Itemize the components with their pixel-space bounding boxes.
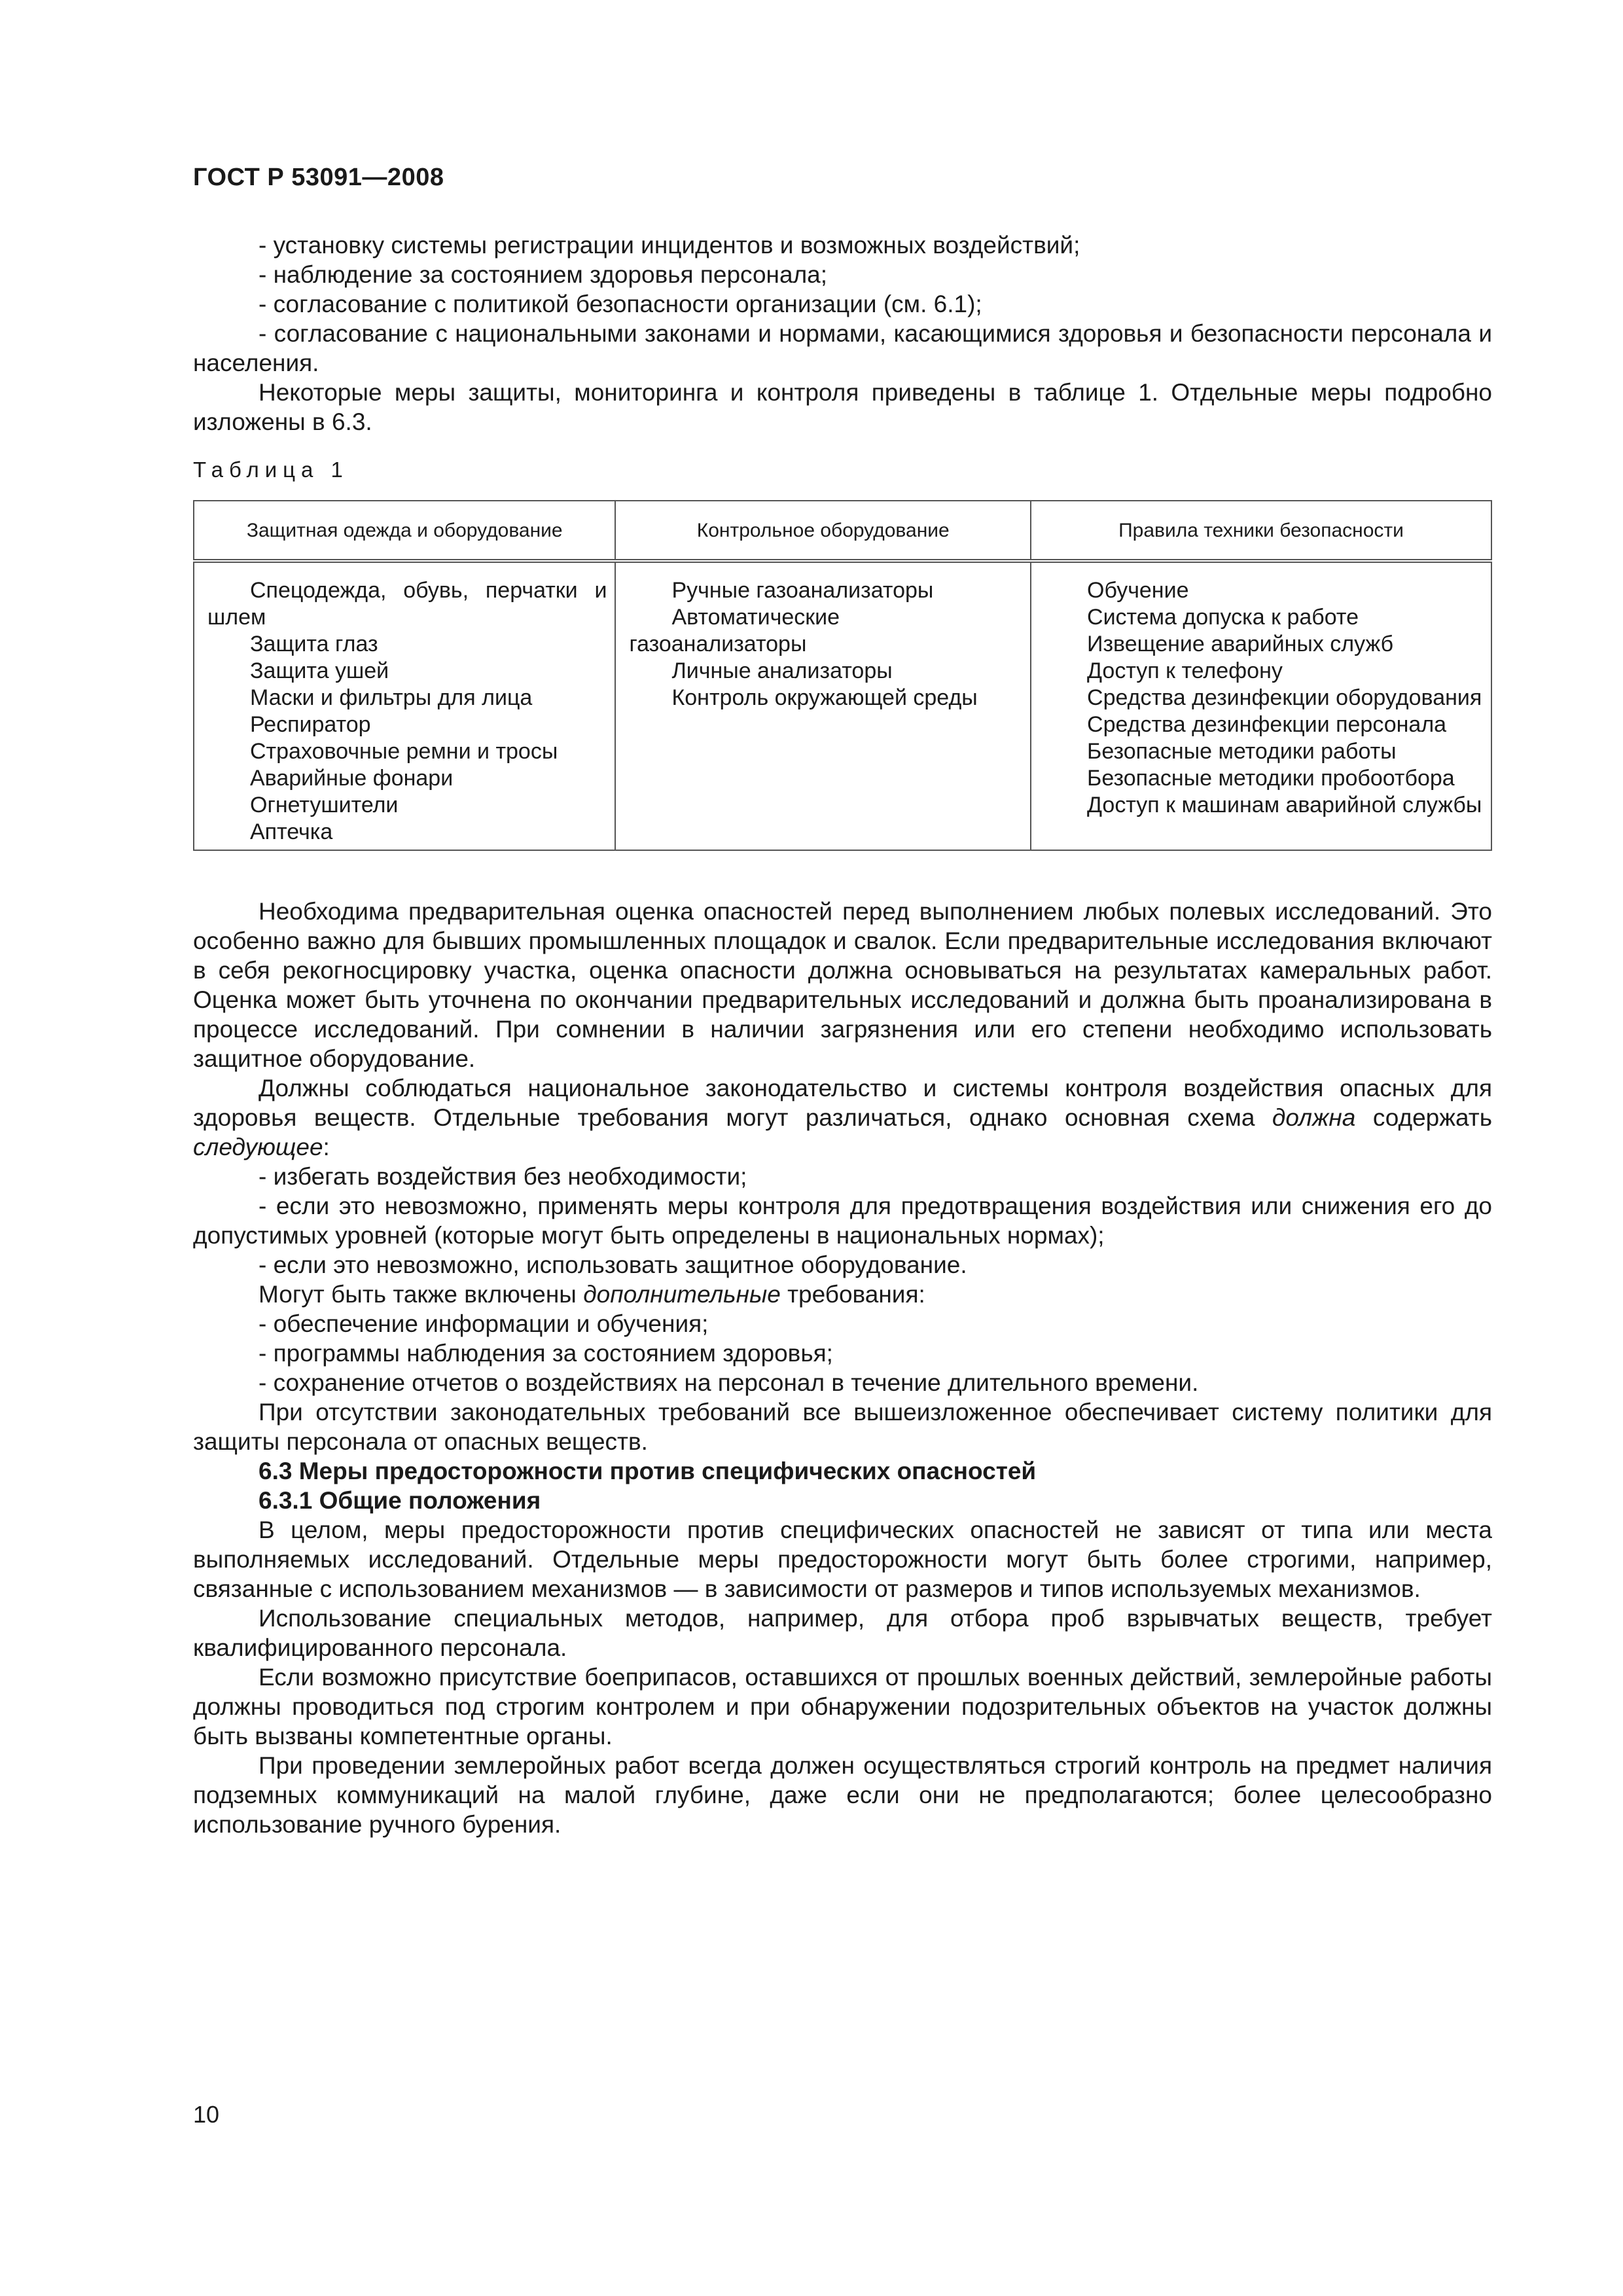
column-header-protective: Защитная одежда и оборудование (194, 501, 615, 561)
column-header-control: Контрольное оборудование (615, 501, 1031, 561)
table-cell-item: Страховочные ремни и тросы (250, 739, 558, 764)
intro-list-item: - установку системы регистрации инцидентов и возможных воздействий; (259, 232, 1080, 259)
table-cell-item: Личные анализаторы (671, 658, 893, 683)
table-row (194, 561, 1491, 850)
column-header-safety-rules: Правила техники безопасности (1031, 501, 1491, 561)
intro-list-item: - наблюдение за состоянием здоровья персонала; (259, 261, 828, 288)
table-cell-item: Средства дезинфекции персонала (1087, 712, 1447, 737)
table-cell-item: Защита глаз (250, 632, 378, 656)
table-cell-item: Аварийные фонари (250, 766, 454, 791)
text-span: : (323, 1134, 330, 1160)
body-paragraph: При проведении землеройных работ всегда должен осуществляться строгий контроль на предмет наличия подземных коммуникаций на малой глубине, даже если они не предполагаются; более целесообразно использование ручного бурения. (193, 1752, 1492, 1838)
list-item: - избегать воздействия без необходимости; (259, 1163, 747, 1190)
list-item: - если это невозможно, использовать защитное оборудование. (259, 1251, 967, 1278)
safety-measures-table (193, 500, 1492, 851)
document-header: ГОСТ Р 53091—2008 (193, 164, 444, 191)
table-cell-item: Безопасные методики пробоотбора (1087, 766, 1455, 791)
list-item: - обеспечение информации и обучения; (259, 1310, 709, 1337)
text-span: требования: (780, 1281, 925, 1308)
table-caption: Таблица 1 (193, 457, 349, 482)
emphasis-text: должна (1272, 1104, 1356, 1131)
body-paragraph: Использование специальных методов, например, для отбора проб взрывчатых веществ, требует квалифицированного персонала. (193, 1605, 1492, 1661)
table-cell-item: Доступ к телефону (1087, 658, 1283, 683)
text-span: содержать (1355, 1104, 1492, 1131)
emphasis-text: дополнительные (583, 1281, 781, 1308)
table-cell-item: Система допуска к работе (1087, 605, 1359, 630)
subsection-heading: 6.3.1 Общие положения (259, 1487, 541, 1514)
section-heading: 6.3 Меры предосторожности против специфических опасностей (259, 1458, 1037, 1484)
safety-rules-cell (1031, 561, 1491, 850)
page-content (193, 230, 1492, 1839)
body-paragraph (193, 1073, 1492, 1162)
protective-equipment-cell (194, 561, 615, 850)
list-item: - программы наблюдения за состоянием здоровья; (259, 1340, 833, 1367)
control-equipment-cell (615, 561, 1031, 850)
table-cell-item: Обучение (1087, 578, 1189, 603)
table-header-row (194, 501, 1491, 561)
list-item: - если это невозможно, применять меры контроля для предотвращения воздействия или снижения его до допустимых уровней (которые могут быть определены в национальных нормах); (193, 1193, 1492, 1249)
intro-list-item: - согласование с политикой безопасности организации (см. 6.1); (259, 291, 982, 317)
table-cell-item: Извещение аварийных служб (1087, 632, 1394, 656)
body-paragraph (193, 1280, 1492, 1309)
table-cell-item: Огнетушители (250, 793, 399, 817)
page-number: 10 (193, 2101, 220, 2128)
table-cell-item: Средства дезинфекции оборудования (1087, 685, 1482, 710)
emphasis-text: следующее (193, 1134, 323, 1160)
table-cell-item: Спецодежда, обувь, перчатки и шлем (207, 578, 607, 630)
list-item: - сохранение отчетов о воздействиях на персонал в течение длительного времени. (259, 1369, 1199, 1396)
text-span: Должны соблюдаться национальное законодательство и системы контроля воздействия опасных для здоровья веществ. Отдельные требования могут различаться, однако основная схема (193, 1075, 1492, 1131)
body-paragraph: В целом, меры предосторожности против специфических опасностей не зависят от типа или места выполняемых исследований. Отдельные меры предосторожности могут быть более строгими, например, связанные с использованием механизмов — в зависимости от размеров и типов используемых механизмов. (193, 1516, 1492, 1602)
intro-list-item: - согласование с национальными законами и нормами, касающимися здоровья и безопасности персонала и населения. (193, 320, 1492, 376)
body-paragraph: Если возможно присутствие боеприпасов, оставшихся от прошлых военных действий, землеройные работы должны проводиться под строгим контролем и при обнаружении подозрительных объектов на участок должны быть вызваны компетентные органы. (193, 1664, 1492, 1749)
body-paragraph: Необходима предварительная оценка опасностей перед выполнением любых полевых исследований. Это особенно важно для бывших промышленных площадок и свалок. Если предварительные исследования включают в себя рекогносцировку участка, оценка опасности должна основываться на результатах камеральных работ. Оценка может быть уточнена по окончании предварительных исследований и должна быть проанализирована в процессе исследований. При сомнении в наличии загрязнения или его степени необходимо использовать защитное оборудование. (193, 898, 1492, 1072)
table-cell-item: Безопасные методики работы (1087, 739, 1397, 764)
table-cell-item: Маски и фильтры для лица (250, 685, 533, 710)
body-paragraph: При отсутствии законодательных требований все вышеизложенное обеспечивает систему политики для защиты персонала от опасных веществ. (193, 1399, 1492, 1455)
table-cell-item: Автоматические газоанализаторы (629, 605, 840, 656)
table-cell-item: Защита ушей (250, 658, 389, 683)
intro-paragraph: Некоторые меры защиты, мониторинга и контроля приведены в таблице 1. Отдельные меры подробно изложены в 6.3. (193, 379, 1492, 435)
table-cell-item: Доступ к машинам аварийной службы (1087, 793, 1482, 817)
table-cell-item: Ручные газоанализаторы (671, 578, 934, 603)
table-cell-item: Контроль окружающей среды (671, 685, 978, 710)
table-cell-item: Респиратор (250, 712, 371, 737)
table-cell-item: Аптечка (250, 819, 333, 844)
text-span: Могут быть также включены (259, 1281, 584, 1308)
